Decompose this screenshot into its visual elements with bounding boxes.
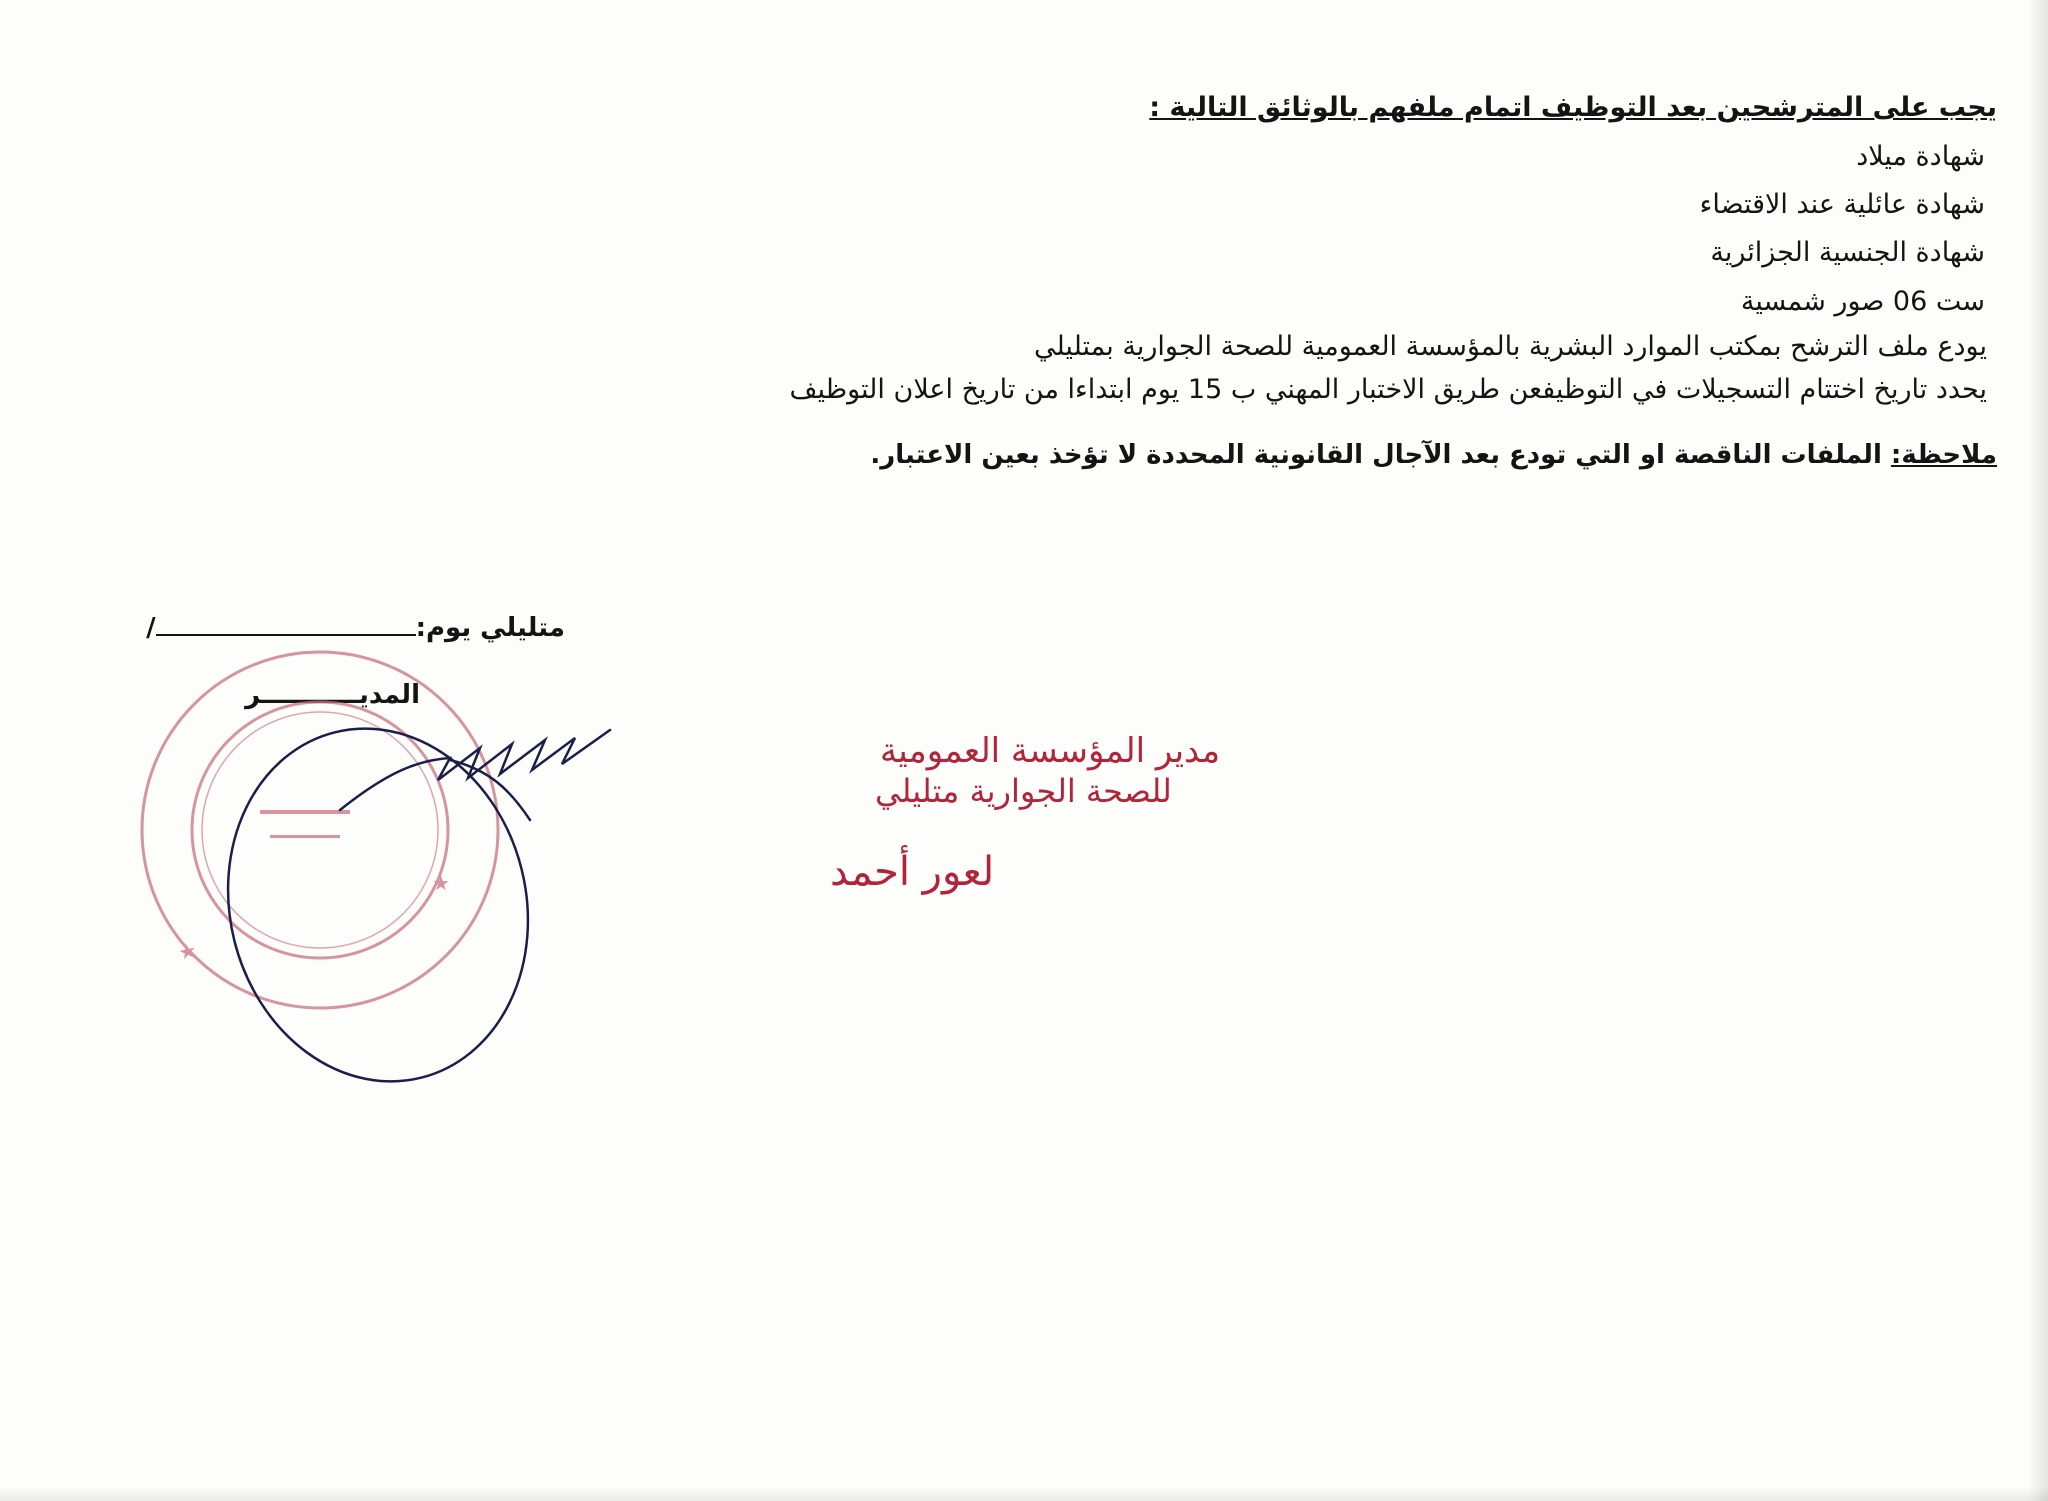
remark xyxy=(870,440,1997,470)
remark-label: ملاحظة: xyxy=(1890,440,1997,470)
svg-text:★: ★ xyxy=(432,871,450,895)
list-item: ست 06 صور شمسية xyxy=(1740,286,1985,317)
stamp-line-1: مدير المؤسسة العمومية xyxy=(880,731,1221,771)
deadline-note: يحدد تاريخ اختتام التسجيلات في التوظيفعن طريق الاختبار المهني ب 15 يوم ابتداءا من تاريخ اعلان التوظيف xyxy=(789,374,1987,405)
list-item: شهادة عائلية عند الاقتضاء xyxy=(1699,189,1985,220)
round-seal-icon xyxy=(142,652,498,1008)
page-edge-shadow xyxy=(2028,0,2048,1501)
document-heading: يجب على المترشحين بعد التوظيف اتمام ملفهم بالوثائق التالية : xyxy=(1149,92,1997,123)
page-bottom-shadow xyxy=(0,1487,2048,1501)
stamp-line-2: للصحة الجوارية متليلي xyxy=(875,772,1172,810)
date-prefix: متليلي يوم: xyxy=(415,613,565,643)
stamp-and-signature xyxy=(150,700,1221,1100)
director-stamp xyxy=(830,731,1220,895)
date-line xyxy=(146,612,565,643)
date-suffix: / xyxy=(146,613,156,643)
remark-text: الملفات الناقصة او التي تودع بعد الآجال القانونية المحددة لا تؤخذ بعين الاعتبار. xyxy=(870,440,1891,470)
date-blank xyxy=(156,612,416,636)
svg-text:★: ★ xyxy=(176,937,199,965)
director-title: المديـــــــــــر xyxy=(245,680,420,710)
submission-note: يودع ملف الترشح بمكتب الموارد البشرية بالمؤسسة العمومية للصحة الجوارية بمتليلي xyxy=(1033,331,1987,362)
stamp-line-3: لعور أحمد xyxy=(830,849,995,895)
list-item: شهادة الجنسية الجزائرية xyxy=(1710,237,1985,268)
signature-icon xyxy=(191,696,610,1113)
list-item: شهادة ميلاد xyxy=(1856,141,1985,172)
